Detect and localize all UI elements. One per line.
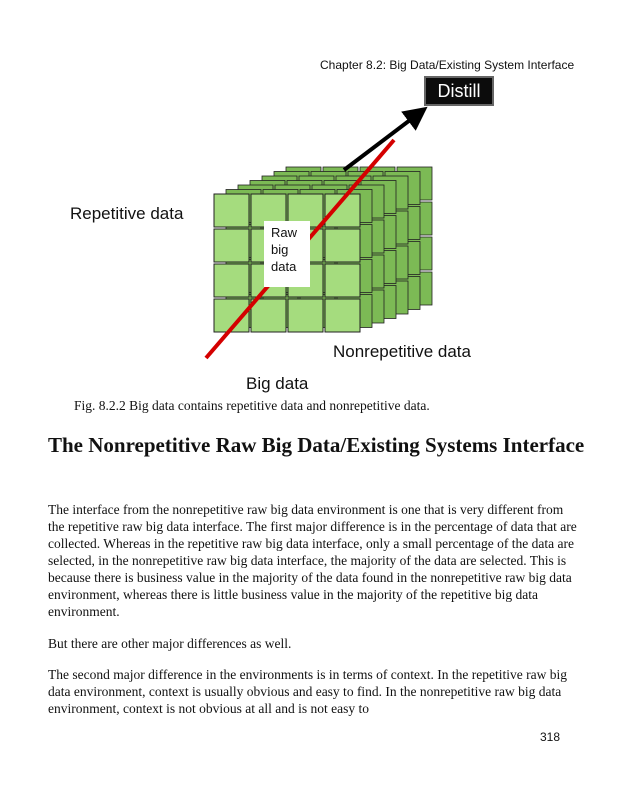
raw-label-line: big (271, 242, 289, 257)
body-paragraph: But there are other major differences as well. (48, 636, 292, 651)
raw-label-line: data (271, 259, 297, 274)
running-header: Chapter 8.2: Big Data/Existing System Interface (320, 58, 575, 72)
body-paragraph: The interface from the nonrepetitive raw big data environment is one that is very different from the repetitive raw big data interface. The first major difference is in the percentage of data that are collected. Whereas in the repetitive raw big data interface, only a small percentage of the data are selected, in the nonrepetitive raw big data interface, the majority of the data are selected. This is because there is business value in the majority of the data found in the nonrepetitive raw big data environment, whereas there is little business value in the majority of the repetitive big data environment. (48, 502, 577, 619)
cube-cell (214, 194, 249, 227)
figure-caption: Fig. 8.2.2 Big data contains repetitive data and nonrepetitive data. (74, 398, 430, 413)
cube-cell (325, 299, 360, 332)
raw-label-line: Raw (271, 225, 298, 240)
raw-big-data-box (264, 221, 310, 287)
distill-arrow (344, 114, 418, 170)
big-data-figure (0, 70, 617, 400)
distill-box: Distill (424, 76, 494, 106)
cube-cell (325, 264, 360, 297)
cube-cell (251, 299, 286, 332)
cube-cell (214, 229, 249, 262)
body-paragraph: The second major difference in the environments is in terms of context. In the repetitive raw big data environment, context is usually obvious and easy to find. In the nonrepetitive raw big data environment, context is not obvious at all and is not easy to (48, 667, 567, 716)
cube-cell (214, 264, 249, 297)
page-number: 318 (540, 730, 561, 744)
section-title: The Nonrepetitive Raw Big Data/Existing Systems Interface (48, 433, 585, 457)
cube-cell (288, 299, 323, 332)
nonrepetitive-data-label: Nonrepetitive data (333, 342, 471, 361)
cube-cell (325, 229, 360, 262)
repetitive-data-label: Repetitive data (70, 204, 184, 223)
big-data-label: Big data (246, 374, 309, 393)
